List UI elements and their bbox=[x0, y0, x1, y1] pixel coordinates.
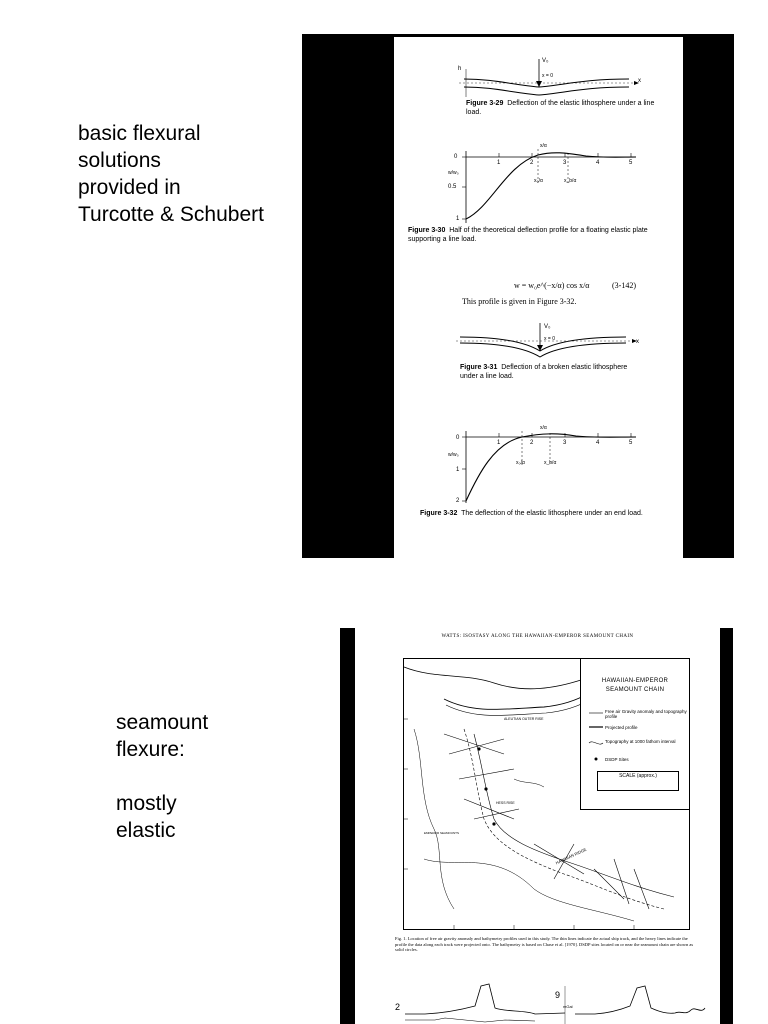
fig30-x-tick: 1 bbox=[497, 160, 501, 166]
note-line bbox=[116, 763, 316, 790]
figure-3-31-caption bbox=[460, 363, 640, 381]
journal-header: WATTS: ISOSTASY ALONG THE HAWAIIAN-EMPEROR SEAMOUNT CHAIN bbox=[441, 634, 634, 639]
scale-box bbox=[597, 771, 679, 791]
figure-3-32-caption bbox=[420, 509, 650, 518]
fig30-x-tick: 4 bbox=[596, 160, 600, 166]
textbook-scan bbox=[302, 34, 734, 558]
fig30-x-axis-label: x/α bbox=[540, 143, 547, 149]
note-line: elastic bbox=[116, 819, 176, 842]
fig30-y-axis-label: w/w₀ bbox=[448, 170, 459, 176]
map-label: HESS RISE bbox=[496, 801, 515, 805]
fig32-x-tick: 5 bbox=[629, 440, 633, 446]
fig32-marker-x0: x₀/α bbox=[516, 460, 525, 466]
fig32-y-tick: 1 bbox=[456, 467, 460, 473]
fig32-x-tick: 3 bbox=[563, 440, 567, 446]
seamount-map bbox=[403, 658, 690, 930]
fig30-x-tick: 3 bbox=[563, 160, 567, 166]
figure-label: Figure 3-32 bbox=[420, 510, 458, 517]
profile-number: 2 bbox=[395, 1002, 401, 1012]
figure-label: Figure 3-29 bbox=[466, 100, 504, 107]
fig31-x-label: x bbox=[636, 339, 639, 345]
legend-item: Free air Gravity anomaly and topography profile bbox=[605, 709, 687, 719]
note-line: flexure: bbox=[116, 738, 185, 761]
caption-text: Deflection of a broken elastic lithosphere under a line load. bbox=[460, 364, 628, 380]
fig32-x-axis-label: x/α bbox=[540, 425, 547, 431]
fig32-y-tick: 2 bbox=[456, 498, 460, 504]
note-line: seamount bbox=[116, 711, 209, 734]
note-line: solutions bbox=[78, 149, 161, 172]
note-line: Turcotte & Schubert bbox=[78, 203, 264, 226]
figure-3-32-plot bbox=[446, 429, 646, 507]
fig31-load-label: V₀ bbox=[544, 324, 551, 330]
profile-axis-label: mGal bbox=[563, 1004, 573, 1009]
figure-label: Figure 3-30 bbox=[408, 227, 446, 234]
fig30-x-tick: 2 bbox=[530, 160, 534, 166]
figure-3-29-caption bbox=[466, 99, 656, 117]
fig32-y-axis-label: w/w₀ bbox=[448, 452, 459, 458]
fig29-h-label: h bbox=[458, 66, 462, 72]
map-label: HAWAIIAN RIDGE bbox=[554, 846, 588, 866]
caption-text: Half of the theoretical deflection profile for a floating elastic plate supporting a line load. bbox=[408, 227, 648, 243]
fig32-x-tick: 4 bbox=[596, 440, 600, 446]
map-label: EMPEROR SEAMOUNTS bbox=[424, 831, 460, 835]
map-legend bbox=[580, 659, 689, 810]
legend-title-line: SEAMOUNT CHAIN bbox=[605, 687, 665, 693]
fig30-marker-x0: x₀/α bbox=[534, 178, 543, 184]
note-line: mostly bbox=[116, 792, 177, 815]
fig30-y-tick: 0 bbox=[454, 154, 458, 160]
fig32-y-tick: 0 bbox=[456, 435, 460, 441]
fig29-x-label: x bbox=[638, 78, 641, 84]
fig29-x0-label: x = 0 bbox=[542, 73, 553, 79]
figure-label: Figure 3-31 bbox=[460, 364, 498, 371]
note-line: basic flexural bbox=[78, 122, 201, 145]
note-seamount-flexure bbox=[116, 709, 316, 844]
caption-text: Deflection of the elastic lithosphere under a line load. bbox=[466, 100, 655, 116]
journal-scan bbox=[340, 628, 733, 1024]
textbook-page bbox=[394, 37, 683, 558]
fig30-x-tick: 5 bbox=[629, 160, 633, 166]
map-caption: Fig. 1. Location of free air gravity anomaly and bathymetry profiles used in this study. The thin lines indicate the actual ship track, and the heavy lines indicate the profile the data along each track were projected onto. The bathymetry is based on Chase et al. [1970]. DSDP sites located on or near the seamount chain are shown as solid circles. bbox=[395, 936, 694, 952]
legend-item: Topography at 1000 fathom interval bbox=[605, 739, 676, 744]
scale-label: SCALE (approx.) bbox=[619, 773, 657, 779]
fig30-marker-xb: x_b/α bbox=[564, 178, 577, 184]
profile-number: 9 bbox=[555, 990, 561, 1000]
fig32-x-tick: 1 bbox=[497, 440, 501, 446]
legend-item: DSDP Sites bbox=[605, 757, 629, 762]
fig32-x-tick: 2 bbox=[530, 440, 534, 446]
figure-3-30-caption bbox=[408, 226, 670, 244]
equation-note: This profile is given in Figure 3-32. bbox=[462, 297, 577, 306]
legend-title-line: HAWAIIAN-EMPEROR bbox=[601, 678, 669, 684]
fig32-marker-xb: x_b/α bbox=[544, 460, 557, 466]
fig30-y-tick: 0.5 bbox=[448, 184, 457, 190]
gravity-profiles bbox=[405, 980, 715, 1024]
equation: w = w₀e^(−x/α) cos x/α bbox=[514, 281, 590, 290]
map-label: ALEUTIAN OUTER RISE bbox=[504, 717, 544, 721]
figure-3-30-plot bbox=[446, 147, 646, 227]
caption-text: The deflection of the elastic lithosphere under an end load. bbox=[461, 510, 643, 517]
journal-page bbox=[355, 628, 720, 1024]
fig31-x0-label: x = 0 bbox=[544, 336, 555, 342]
equation-number: (3-142) bbox=[612, 281, 636, 290]
note-flexural-solutions bbox=[78, 120, 298, 228]
note-line: provided in bbox=[78, 176, 181, 199]
fig29-load-label: V₀ bbox=[542, 58, 549, 64]
fig30-y-tick: 1 bbox=[456, 216, 460, 222]
legend-item: Projected profile bbox=[605, 725, 638, 730]
